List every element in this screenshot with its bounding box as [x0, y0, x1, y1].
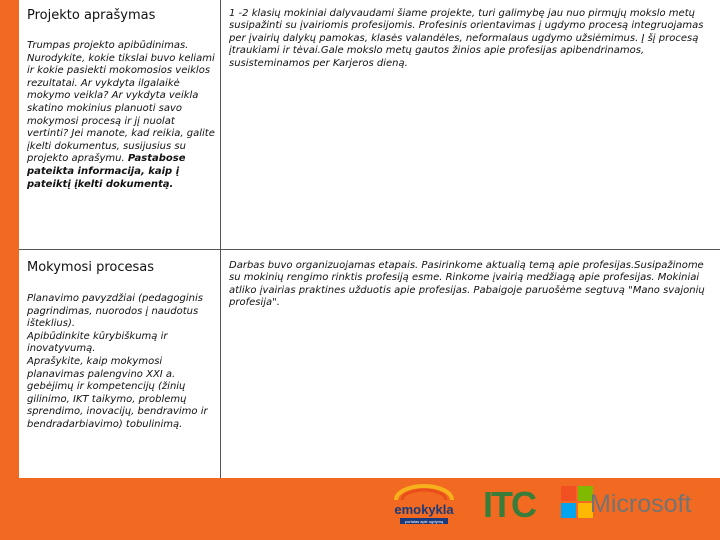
- learning-process-label-cell: [27, 260, 217, 432]
- row-divider: [19, 249, 720, 250]
- ms-red-square: [561, 486, 576, 501]
- content-sheet: [19, 0, 720, 478]
- project-description-instructions: [27, 40, 217, 191]
- project-description-instructions-text: Trumpas projekto apibūdinimas. Nurodykite, kokie tikslai buvo keliami ir kokie pasiekti mokomosios veiklos rezultatai. Ar vykdyta ilgalaikė mokymo veikla? Ar vykdyta veikla skatino mokinius planuoti savo mokymosi procesą ir jį nuolat vertinti? Jei manote, kad reikia, galite įkelti dokumentus, susijusius su projekto aprašymu.: [27, 40, 215, 165]
- emokykla-wordmark: emokykla: [394, 502, 454, 517]
- ms-blue-square: [561, 503, 576, 518]
- learning-process-heading: Mokymosi procesas: [27, 260, 154, 275]
- emokykla-logo-mark: [388, 484, 460, 526]
- microsoft-logo: [561, 486, 711, 524]
- emokykla-logo: [388, 484, 460, 526]
- learning-process-value-cell: [229, 260, 707, 310]
- project-description-note: Pastabose pateikta informacija, kaip į pateiktį įkelti dokumentą.: [27, 153, 186, 190]
- microsoft-wordmark: Microsoft: [590, 490, 692, 518]
- itc-wordmark: ITC: [483, 484, 535, 522]
- itc-logo: [481, 484, 537, 526]
- project-description-heading: Projekto aprašymas: [27, 8, 156, 23]
- project-description-text: 1 -2 klasių mokiniai dalyvaudami šiame projekte, turi galimybę jau nuo pirmųjų mokslo metų susipažinti su įvairiomis profesijomis. Profesinis orientavimas į ugdymo procesą integruojamas per įvairių dalykų pamokas, klasės valandėles, neformalaus ugdymo užsiėmimus. Į šį procesą įtraukiami ir tėvai.Gale mokslo metų gautos žinios apie profesijas apibendrinamos, susisteminamos per Karjeros dieną.: [229, 8, 704, 69]
- emokykla-tagline: portalas apie ugdymą: [404, 519, 444, 524]
- project-description-label-cell: [27, 8, 217, 191]
- learning-process-text: Darbas buvo organizuojamas etapais. Pasirinkome aktualią temą apie profesijas.Susipažinome su mokinių rengimo rinktis profesiją esme. Rinkome įvairią medžiagą apie profesijas. Mokiniai atliko įvairias praktines užduotis apie profesijas. Pabaigoje paruošėme segtuvą "Mano svajonių profesija".: [229, 260, 705, 309]
- project-description-value-cell: [229, 8, 707, 70]
- column-divider: [220, 0, 221, 478]
- learning-process-instructions: Planavimo pavyzdžiai (pedagoginis pagrindimas, nuorodos į naudotus išteklius). Apibūdinkite kūrybiškumą ir inovatyvumą. Aprašykite, kaip mokymosi planavimas palengvino XXI a. gebėjimų ir kompetencijų (žinių gilinimo, IKT taikymo, problemų sprendimo, inovacijų, bendravimo ir bendradarbiavimo) tobulinimą.: [27, 293, 208, 430]
- itc-logo-mark: [481, 484, 537, 522]
- microsoft-logo-mark: [561, 486, 711, 520]
